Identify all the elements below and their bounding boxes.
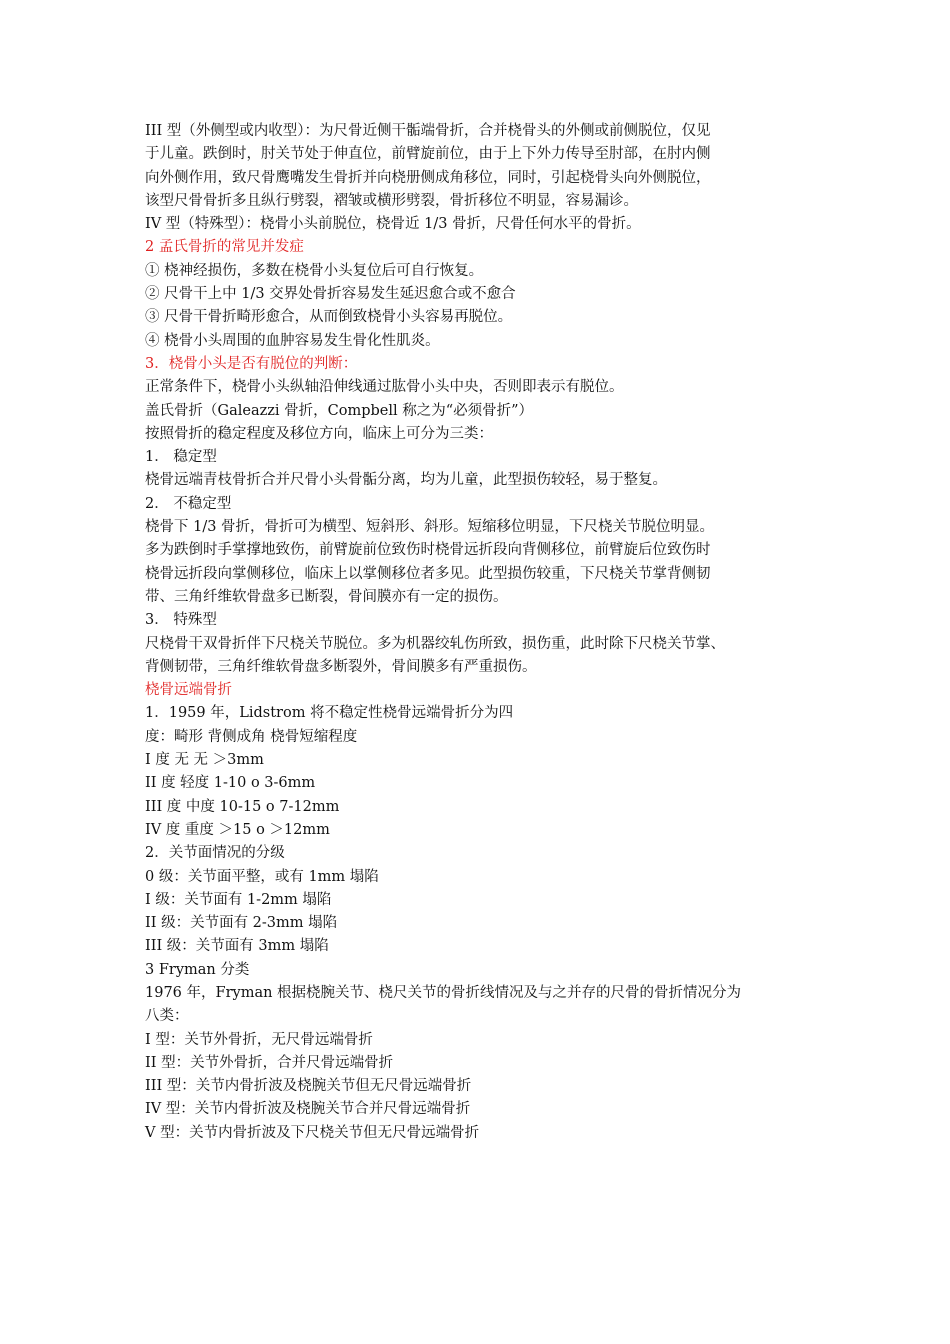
text-line: 带、三角纤维软骨盘多已断裂，骨间膜亦有一定的损伤。 bbox=[145, 588, 508, 605]
text-line: 尺桡骨干双骨折伴下尺桡关节脱位。多为机器绞轧伤所致，损伤重，此时除下尺桡关节掌、 bbox=[145, 635, 725, 652]
text-line: III 型（外侧型或内收型）：为尺骨近侧干骺端骨折，合并桡骨头的外侧或前侧脱位，仅见 bbox=[145, 123, 711, 139]
document-page bbox=[145, 120, 815, 1145]
text-line: IV 型（特殊型）：桡骨小头前脱位，桡骨近 1/3 骨折，尺骨任何水平的骨折。 bbox=[145, 216, 641, 233]
text-line: 度：畸形 背侧成角 桡骨短缩程度 bbox=[145, 728, 358, 745]
text-line: 于儿童。跌倒时，肘关节处于伸直位，前臂旋前位，由于上下外力传导至肘部，在肘内侧 bbox=[145, 146, 711, 163]
text-line: 向外侧作用，致尺骨鹰嘴发生骨折并向桡册侧成角移位，同时，引起桡骨头向外侧脱位， bbox=[145, 169, 711, 186]
text-line: II 型：关节外骨折，合并尺骨远端骨折 bbox=[145, 1054, 394, 1071]
text-line: III 级：关节面有 3mm 塌陷 bbox=[145, 938, 329, 955]
text-line: 1． 稳定型 bbox=[145, 449, 217, 466]
text-line: 2． 不稳定型 bbox=[145, 495, 232, 512]
text-line: ① 桡神经损伤，多数在桡骨小头复位后可自行恢复。 bbox=[145, 262, 484, 279]
text-line: 多为跌倒时手掌撑地致伤，前臂旋前位致伤时桡骨远折段向背侧移位，前臂旋后位致伤时 bbox=[145, 542, 711, 559]
text-line: 3． 特殊型 bbox=[145, 612, 217, 629]
text-line: IV 型：关节内骨折波及桡腕关节合并尺骨远端骨折 bbox=[145, 1101, 471, 1118]
text-line: IV 度 重度 ＞15 o ＞12mm bbox=[145, 821, 330, 838]
section-heading: 3．桡骨小头是否有脱位的判断： bbox=[145, 355, 358, 372]
text-line: III 型：关节内骨折波及桡腕关节但无尺骨远端骨折 bbox=[145, 1078, 472, 1095]
text-line: 盖氏骨折（Galeazzi 骨折，Compbell 称之为“必须骨折”） bbox=[145, 402, 534, 419]
text-line: 八类： bbox=[145, 1008, 189, 1025]
text-line: 1．1959 年，Lidstrom 将不稳定性桡骨远端骨折分为四 bbox=[145, 705, 514, 722]
text-line: 正常条件下，桡骨小头纵轴沿伸线通过肱骨小头中央，否则即表示有脱位。 bbox=[145, 379, 624, 396]
text-line: ④ 桡骨小头周围的血肿容易发生骨化性肌炎。 bbox=[145, 332, 440, 349]
text-line: 桡骨远端青枝骨折合并尺骨小头骨骺分离，均为儿童，此型损伤较轻，易于整复。 bbox=[145, 472, 667, 489]
text-line: I 型：关节外骨折，无尺骨远端骨折 bbox=[145, 1031, 373, 1048]
text-line: 桡骨远折段向掌侧移位，临床上以掌侧移位者多见。此型损伤较重，下尺桡关节掌背侧韧 bbox=[145, 565, 711, 582]
text-line: II 度 轻度 1-10 o 3-6mm bbox=[145, 775, 316, 792]
section-heading: 桡骨远端骨折 bbox=[145, 682, 232, 699]
text-line: 1976 年，Fryman 根据桡腕关节、桡尺关节的骨折线情况及与之并存的尺骨的骨折情况分为 bbox=[145, 984, 742, 1001]
text-line: 桡骨下 1/3 骨折，骨折可为横型、短斜形、斜形。短缩移位明显，下尺桡关节脱位明显。 bbox=[145, 519, 715, 536]
text-line: V 型：关节内骨折波及下尺桡关节但无尺骨远端骨折 bbox=[145, 1124, 480, 1141]
text-line: ③ 尺骨干骨折畸形愈合，从而倒致桡骨小头容易再脱位。 bbox=[145, 309, 513, 326]
text-line: ② 尺骨干上中 1/3 交界处骨折容易发生延迟愈合或不愈合 bbox=[145, 286, 516, 303]
text-line: 2．关节面情况的分级 bbox=[145, 845, 285, 862]
text-line: 0 级：关节面平整，或有 1mm 塌陷 bbox=[145, 868, 379, 885]
text-line: 该型尺骨骨折多且纵行劈裂，褶皱或横形劈裂，骨折移位不明显，容易漏诊。 bbox=[145, 192, 638, 209]
text-line: 按照骨折的稳定程度及移位方向，临床上可分为三类： bbox=[145, 425, 493, 442]
text-line: I 度 无 无 ＞3mm bbox=[145, 752, 264, 769]
section-heading: 2 孟氏骨折的常见并发症 bbox=[145, 239, 304, 256]
text-line: 3 Fryman 分类 bbox=[145, 961, 250, 978]
text-line: III 度 中度 10-15 o 7-12mm bbox=[145, 798, 340, 815]
text-line: II 级：关节面有 2-3mm 塌陷 bbox=[145, 915, 338, 932]
text-line: I 级：关节面有 1-2mm 塌陷 bbox=[145, 891, 332, 908]
text-line: 背侧韧带，三角纤维软骨盘多断裂外，骨间膜多有严重损伤。 bbox=[145, 658, 537, 675]
